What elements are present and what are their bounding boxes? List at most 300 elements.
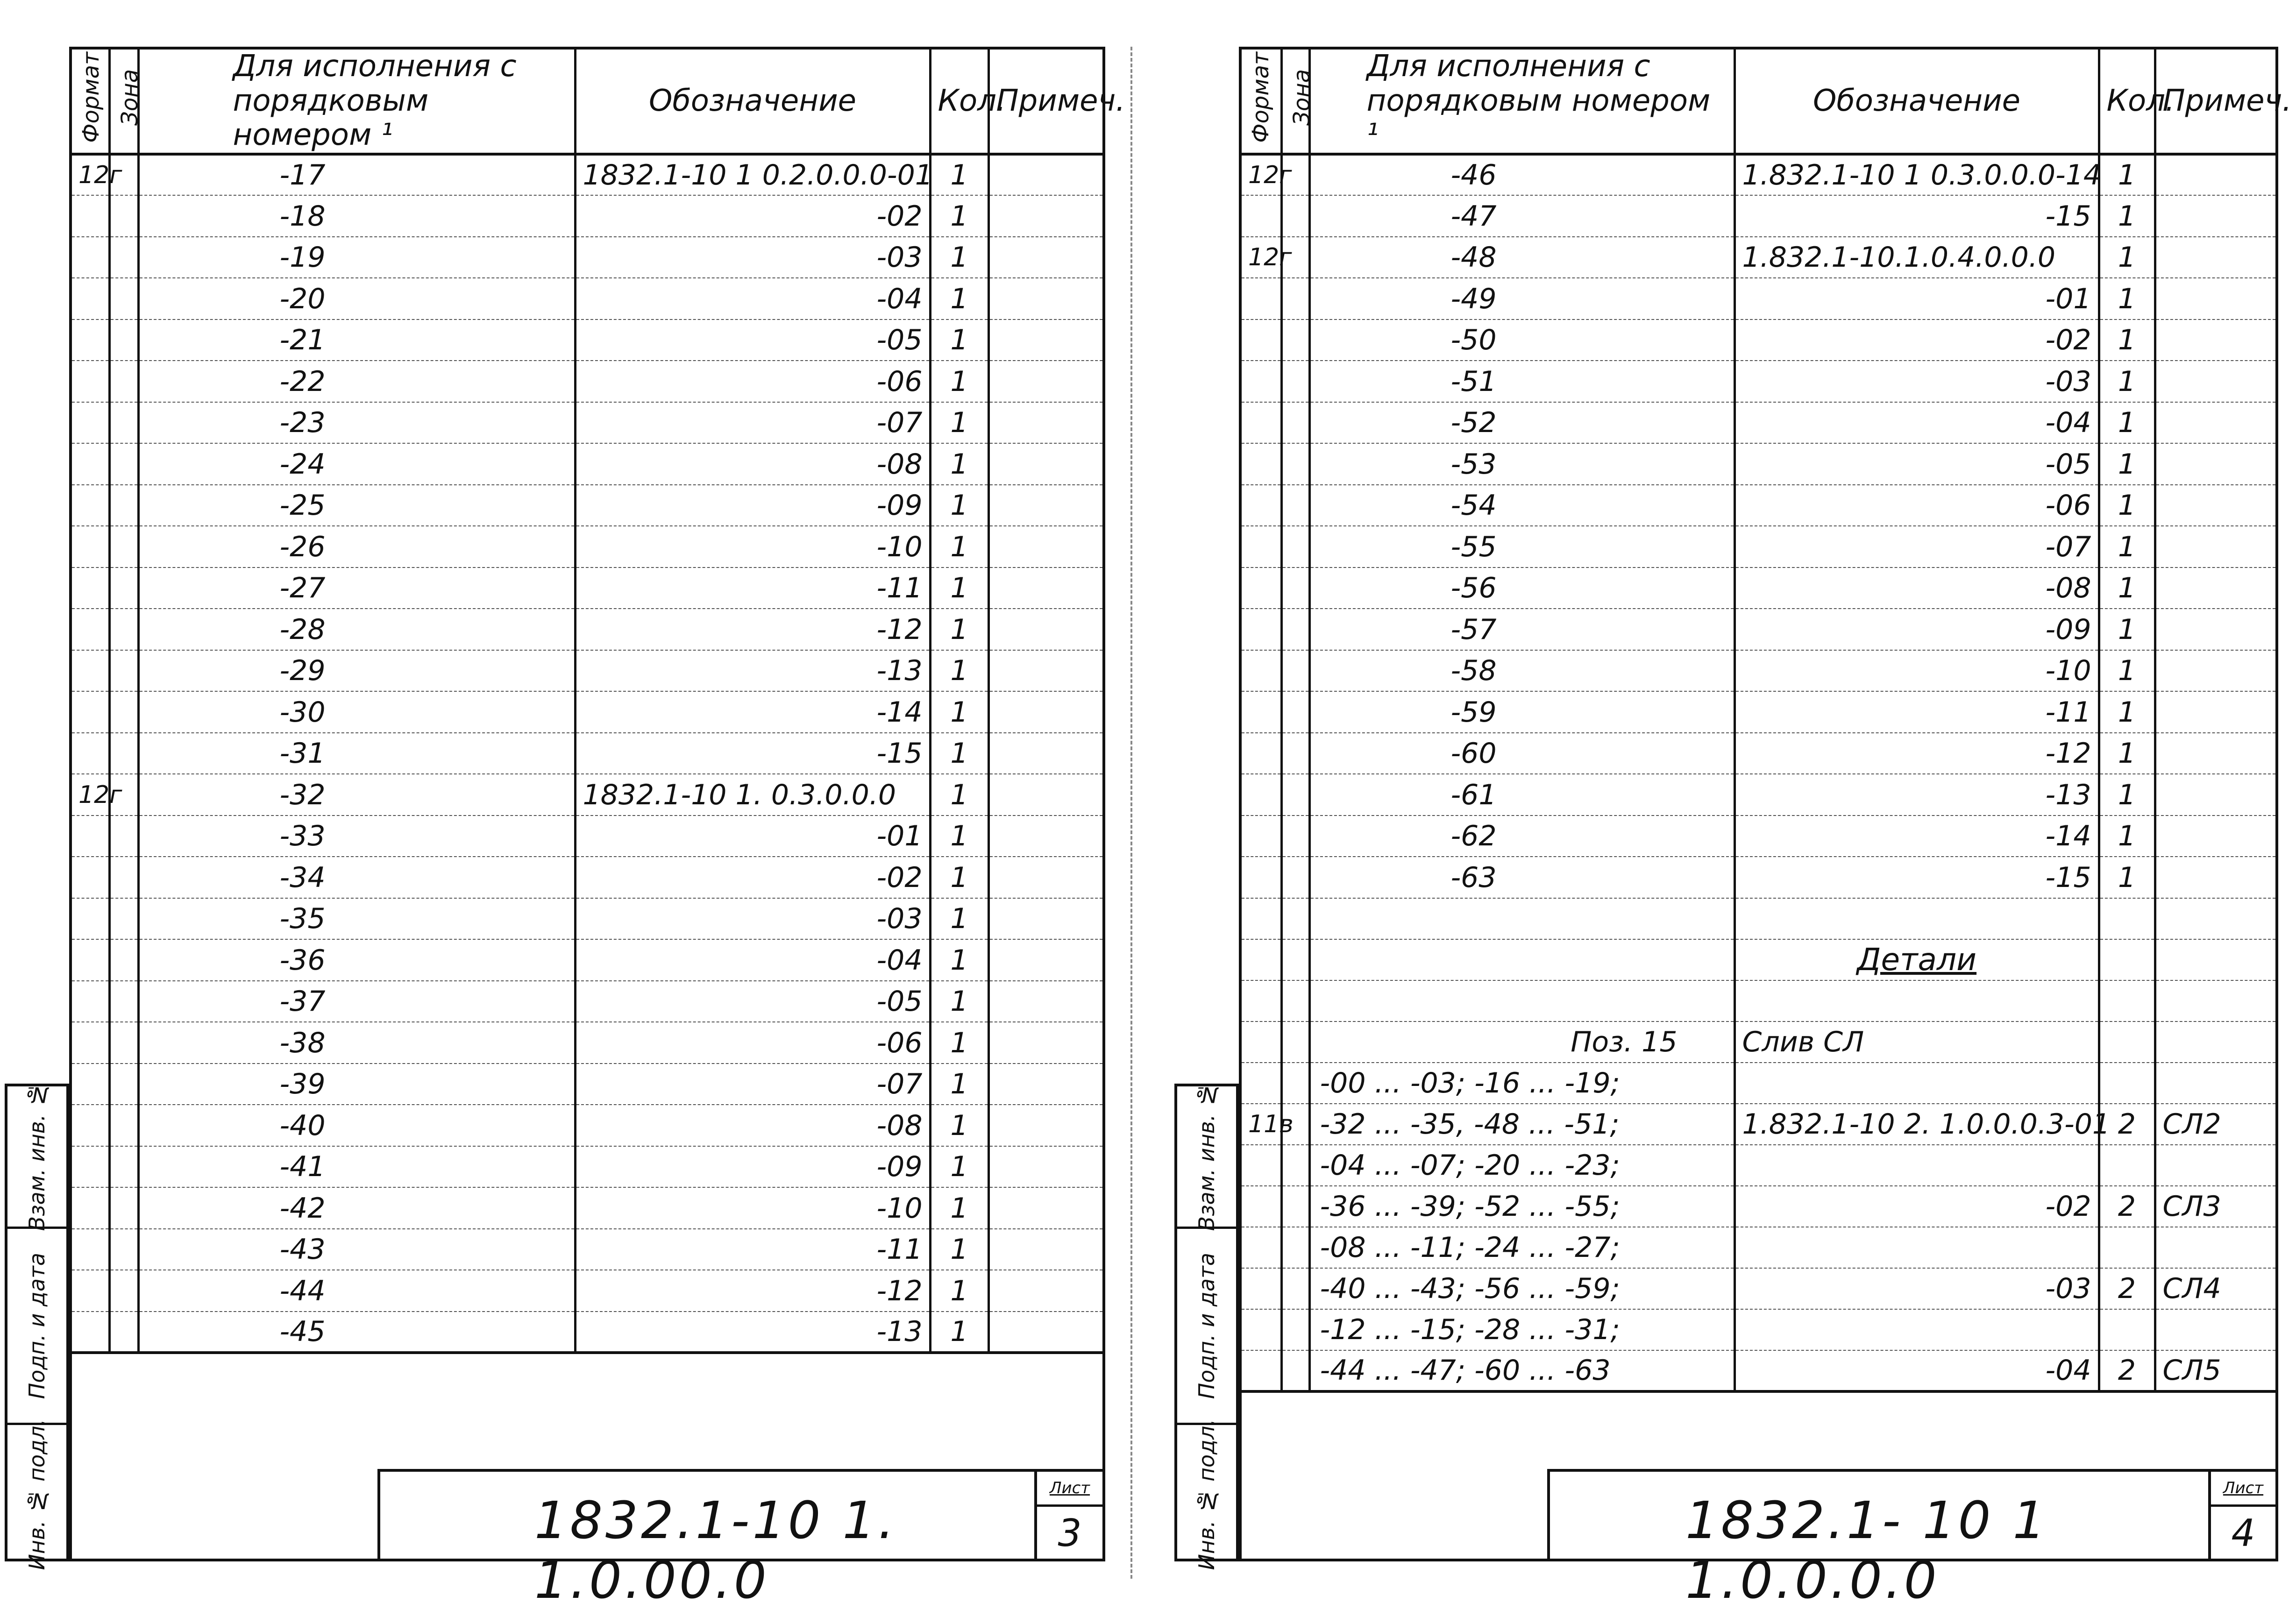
table-row — [72, 319, 1102, 361]
designation-cell: -09 — [575, 1146, 930, 1188]
designation-cell: -07 — [575, 1064, 930, 1105]
zone-cell — [109, 567, 138, 609]
format-cell — [72, 319, 109, 361]
note-cell — [2155, 1227, 2275, 1268]
note-cell — [2155, 443, 2275, 485]
version-cell: -30 — [138, 691, 575, 733]
designation-cell: -09 — [1734, 609, 2099, 650]
side-cell-inv-original: Инв. № подл. — [1177, 1423, 1236, 1564]
designation-cell: 1832.1-10 1. 0.3.0.0.0 — [575, 774, 930, 816]
note-cell — [2155, 361, 2275, 402]
format-cell — [1242, 691, 1281, 733]
version-cell: -51 — [1309, 361, 1734, 402]
designation-cell: -08 — [1734, 567, 2099, 609]
note-cell — [2155, 526, 2275, 567]
version-cell: -28 — [138, 609, 575, 650]
format-cell: 12г — [72, 774, 109, 816]
zone-cell — [109, 1187, 138, 1229]
format-cell — [1242, 361, 1281, 402]
version-cell: -18 — [138, 195, 575, 237]
qty-cell: 1 — [930, 237, 988, 278]
detail-row — [1242, 1227, 2275, 1268]
note-cell — [988, 1229, 1102, 1270]
designation-cell: -02 — [1734, 1186, 2099, 1227]
detail-row — [1242, 1268, 2275, 1309]
table-row — [72, 278, 1102, 319]
format-cell — [72, 526, 109, 567]
zone-cell — [1281, 857, 1309, 898]
zone-cell — [109, 1270, 138, 1312]
zone-cell — [1281, 1350, 1309, 1391]
table-row — [72, 526, 1102, 567]
designation-cell: -15 — [575, 733, 930, 774]
designation-cell: -12 — [1734, 733, 2099, 774]
zone-cell — [1281, 1268, 1309, 1309]
page-divider — [1130, 47, 1132, 1579]
note-cell: СЛ3 — [2155, 1186, 2275, 1227]
table-row — [72, 443, 1102, 485]
qty-cell: 1 — [2099, 691, 2155, 733]
zone-cell — [109, 816, 138, 857]
format-cell — [72, 1105, 109, 1146]
note-cell — [988, 857, 1102, 898]
note-cell — [988, 1064, 1102, 1105]
version-cell: -17 — [138, 154, 575, 196]
qty-cell: 1 — [2099, 774, 2155, 816]
side-cell-sign-date: Подп. и дата — [7, 1227, 66, 1423]
section-title-details: Детали — [1734, 939, 2099, 980]
format-cell — [72, 402, 109, 444]
designation-cell: -10 — [575, 526, 930, 567]
version-cell: -57 — [1309, 609, 1734, 650]
header-format: Формат — [1242, 50, 1281, 154]
table-row — [72, 609, 1102, 650]
format-cell — [1242, 443, 1281, 485]
table-row — [1242, 898, 2275, 939]
format-cell — [1242, 774, 1281, 816]
designation-cell: -03 — [1734, 361, 2099, 402]
version-cell: -50 — [1309, 319, 1734, 361]
version-cell: -36 — [138, 939, 575, 981]
table-row — [1242, 402, 2275, 444]
version-cell: -26 — [138, 526, 575, 567]
qty-cell: 1 — [2099, 443, 2155, 485]
note-cell — [988, 361, 1102, 402]
note-cell — [2155, 609, 2275, 650]
zone-cell — [1281, 567, 1309, 609]
note-cell — [988, 1312, 1102, 1353]
format-cell — [1242, 278, 1281, 319]
table-row — [72, 981, 1102, 1022]
version-cell: -56 — [1309, 567, 1734, 609]
qty-cell: 1 — [930, 733, 988, 774]
designation-cell: -02 — [1734, 319, 2099, 361]
version-cell: -29 — [138, 650, 575, 692]
empty-cell — [1309, 939, 1734, 980]
zone-cell — [109, 981, 138, 1022]
version-cell: -22 — [138, 361, 575, 402]
version-range-cell: -32 ... -35, -48 ... -51; — [1309, 1104, 1734, 1145]
qty-cell: 1 — [930, 650, 988, 692]
designation-cell: -04 — [1734, 1350, 2099, 1391]
qty-cell: 1 — [930, 526, 988, 567]
qty-cell: 1 — [930, 1105, 988, 1146]
table-row — [72, 237, 1102, 278]
zone-cell — [1281, 1186, 1309, 1227]
designation-cell: -05 — [575, 319, 930, 361]
qty-cell — [2099, 1227, 2155, 1268]
qty-cell: 1 — [2099, 195, 2155, 237]
header-note: Примеч. — [2155, 50, 2275, 154]
qty-cell: 1 — [930, 898, 988, 940]
note-cell — [988, 816, 1102, 857]
table-row — [72, 691, 1102, 733]
right-title-block — [1547, 1469, 2278, 1610]
qty-cell: 1 — [930, 1064, 988, 1105]
qty-cell: 1 — [930, 319, 988, 361]
empty-cell — [1281, 980, 1309, 1021]
version-cell: -39 — [138, 1064, 575, 1105]
zone-cell — [109, 278, 138, 319]
side-cell-replace-inv: Взам. инв. № — [1194, 1082, 1219, 1231]
header-format: Формат — [72, 50, 109, 154]
designation-cell: -05 — [1734, 443, 2099, 485]
empty-cell — [2155, 1021, 2275, 1063]
format-cell — [72, 1312, 109, 1353]
qty-cell: 1 — [2099, 567, 2155, 609]
note-cell — [988, 774, 1102, 816]
designation-cell: 1.832.1-10.1.0.4.0.0.0 — [1734, 237, 2099, 278]
qty-cell: 1 — [2099, 154, 2155, 196]
format-cell — [1242, 1227, 1281, 1268]
left-title-block — [377, 1469, 1105, 1610]
version-cell: -45 — [138, 1312, 575, 1353]
header-qty: Кол. — [930, 50, 988, 154]
designation-cell: -11 — [1734, 691, 2099, 733]
version-range-cell: -04 ... -07; -20 ... -23; — [1309, 1145, 1734, 1186]
table-row — [72, 1146, 1102, 1188]
format-cell — [1242, 1145, 1281, 1186]
note-cell — [988, 567, 1102, 609]
note-cell: СЛ2 — [2155, 1104, 2275, 1145]
version-cell: -19 — [138, 237, 575, 278]
designation-cell: -07 — [1734, 526, 2099, 567]
version-cell: -41 — [138, 1146, 575, 1188]
designation-cell: 1.832.1-10 1 0.3.0.0.0-14 — [1734, 154, 2099, 196]
format-cell — [72, 443, 109, 485]
version-cell: -37 — [138, 981, 575, 1022]
designation-cell: -04 — [1734, 402, 2099, 444]
header-version: Для исполнения с порядковым номером ¹ — [1309, 50, 1734, 154]
format-cell — [1242, 526, 1281, 567]
table-row — [72, 1022, 1102, 1064]
version-range-cell: -40 ... -43; -56 ... -59; — [1309, 1268, 1734, 1309]
designation-cell: -07 — [575, 402, 930, 444]
qty-cell: 1 — [2099, 237, 2155, 278]
side-cell-sign-date: Подп. и дата — [1177, 1227, 1236, 1423]
designation-cell: -13 — [1734, 774, 2099, 816]
format-cell — [1242, 402, 1281, 444]
designation-cell: -02 — [575, 195, 930, 237]
designation-cell: -01 — [575, 816, 930, 857]
empty-cell — [2099, 939, 2155, 980]
zone-cell — [109, 402, 138, 444]
detail-row — [1242, 1104, 2275, 1145]
right-spec-table — [1242, 49, 2292, 1489]
designation-cell: -01 — [1734, 278, 2099, 319]
version-cell: -54 — [1309, 485, 1734, 526]
version-cell: -34 — [138, 857, 575, 898]
version-cell: -43 — [138, 1229, 575, 1270]
qty-cell: 1 — [2099, 526, 2155, 567]
table-row — [1242, 567, 2275, 609]
format-cell — [72, 609, 109, 650]
zone-cell — [109, 443, 138, 485]
empty-cell — [1309, 980, 1734, 1021]
detail-row — [1242, 1309, 2275, 1350]
note-cell — [988, 733, 1102, 774]
qty-cell: 1 — [930, 939, 988, 981]
detail-row — [1242, 1350, 2275, 1391]
empty-cell — [2099, 980, 2155, 1021]
version-cell: -42 — [138, 1187, 575, 1229]
designation-cell: -09 — [575, 485, 930, 526]
empty-cell — [2099, 1021, 2155, 1063]
note-cell — [2155, 1145, 2275, 1186]
note-cell — [2155, 733, 2275, 774]
version-cell: -40 — [138, 1105, 575, 1146]
version-cell: -21 — [138, 319, 575, 361]
note-cell — [988, 1187, 1102, 1229]
note-cell — [2155, 650, 2275, 692]
table-row — [72, 567, 1102, 609]
format-cell — [72, 485, 109, 526]
note-cell — [2155, 567, 2275, 609]
format-cell — [1242, 567, 1281, 609]
designation-cell: -13 — [575, 650, 930, 692]
zone-cell — [109, 361, 138, 402]
empty-cell — [1309, 898, 1734, 939]
table-row — [72, 939, 1102, 981]
note-cell — [2155, 154, 2275, 196]
qty-cell: 1 — [930, 609, 988, 650]
left-side-strip — [5, 1082, 69, 1570]
table-row — [72, 485, 1102, 526]
detail-row — [1242, 1186, 2275, 1227]
note-cell — [2155, 237, 2275, 278]
table-row — [72, 402, 1102, 444]
zone-cell — [109, 857, 138, 898]
version-cell: -33 — [138, 816, 575, 857]
table-row — [1242, 361, 2275, 402]
qty-cell: 1 — [930, 567, 988, 609]
position-name: Слив СЛ — [1734, 1021, 2099, 1063]
note-cell — [988, 526, 1102, 567]
version-cell: -61 — [1309, 774, 1734, 816]
right-sheet-number: 4 — [2231, 1511, 2255, 1555]
zone-cell — [1281, 774, 1309, 816]
qty-cell — [2099, 1145, 2155, 1186]
designation-cell: -08 — [575, 1105, 930, 1146]
version-cell: -55 — [1309, 526, 1734, 567]
version-cell: -24 — [138, 443, 575, 485]
zone-cell — [109, 650, 138, 692]
empty-cell — [1281, 939, 1309, 980]
table-row — [1242, 609, 2275, 650]
format-cell: 12г — [1242, 154, 1281, 196]
designation-cell: -12 — [575, 609, 930, 650]
format-cell — [1242, 319, 1281, 361]
header-designation: Обозначение — [575, 50, 930, 154]
version-cell: -63 — [1309, 857, 1734, 898]
empty-cell — [2155, 898, 2275, 939]
qty-cell: 1 — [930, 691, 988, 733]
table-row — [1242, 485, 2275, 526]
detail-row — [1242, 1063, 2275, 1104]
version-cell: -23 — [138, 402, 575, 444]
note-cell — [988, 195, 1102, 237]
note-cell — [2155, 278, 2275, 319]
designation-cell: -15 — [1734, 195, 2099, 237]
qty-cell: 1 — [930, 195, 988, 237]
version-range-cell: -44 ... -47; -60 ... -63 — [1309, 1350, 1734, 1391]
designation-cell: -03 — [575, 237, 930, 278]
format-cell — [72, 1022, 109, 1064]
designation-cell: -03 — [575, 898, 930, 940]
qty-cell: 1 — [2099, 857, 2155, 898]
zone-cell — [1281, 1309, 1309, 1350]
designation-cell — [1734, 1227, 2099, 1268]
designation-cell: -14 — [575, 691, 930, 733]
designation-cell: -06 — [575, 361, 930, 402]
zone-cell — [1281, 816, 1309, 857]
left-sheet — [0, 0, 1130, 1610]
note-cell — [2155, 774, 2275, 816]
header-zone: Зона — [1281, 50, 1309, 154]
designation-cell — [1734, 1309, 2099, 1350]
zone-cell — [109, 1064, 138, 1105]
format-cell — [72, 650, 109, 692]
qty-cell — [2099, 1309, 2155, 1350]
zone-cell — [1281, 361, 1309, 402]
table-row — [1242, 980, 2275, 1021]
designation-cell: -13 — [575, 1312, 930, 1353]
qty-cell: 1 — [930, 857, 988, 898]
version-cell: -25 — [138, 485, 575, 526]
designation-cell: -10 — [1734, 650, 2099, 692]
table-row — [1242, 857, 2275, 898]
note-cell — [988, 898, 1102, 940]
format-cell — [72, 816, 109, 857]
format-cell — [72, 1270, 109, 1312]
version-cell: -60 — [1309, 733, 1734, 774]
designation-cell: -03 — [1734, 1268, 2099, 1309]
qty-cell: 1 — [930, 154, 988, 196]
right-side-strip — [1174, 1082, 1239, 1570]
right-document-code: 1832.1- 10 1 1.0.0.0.0 — [1685, 1490, 2048, 1610]
version-cell: -48 — [1309, 237, 1734, 278]
empty-cell — [2155, 980, 2275, 1021]
format-cell — [1242, 485, 1281, 526]
table-row — [72, 733, 1102, 774]
zone-cell — [1281, 319, 1309, 361]
designation-cell: -10 — [575, 1187, 930, 1229]
table-row — [72, 1270, 1102, 1312]
format-cell — [1242, 1268, 1281, 1309]
format-cell — [72, 567, 109, 609]
note-cell — [988, 691, 1102, 733]
version-range-cell: -00 ... -03; -16 ... -19; — [1309, 1063, 1734, 1104]
table-row — [1242, 650, 2275, 692]
left-sheet-label: Лист — [1037, 1472, 1102, 1507]
zone-cell — [1281, 733, 1309, 774]
zone-cell — [1281, 402, 1309, 444]
format-cell — [72, 237, 109, 278]
table-row — [72, 154, 1102, 196]
format-cell — [72, 981, 109, 1022]
zone-cell — [109, 691, 138, 733]
empty-cell — [1242, 1021, 1281, 1063]
table-row — [72, 195, 1102, 237]
format-cell — [72, 733, 109, 774]
version-cell: -32 — [138, 774, 575, 816]
qty-cell: 1 — [930, 443, 988, 485]
empty-cell — [1242, 980, 1281, 1021]
zone-cell — [109, 526, 138, 567]
designation-cell: -11 — [575, 567, 930, 609]
zone-cell — [1281, 195, 1309, 237]
header-designation: Обозначение — [1734, 50, 2099, 154]
version-range-cell: -08 ... -11; -24 ... -27; — [1309, 1227, 1734, 1268]
designation-cell: -11 — [575, 1229, 930, 1270]
designation-cell: -06 — [575, 1022, 930, 1064]
note-cell — [988, 402, 1102, 444]
zone-cell — [109, 1229, 138, 1270]
zone-cell — [109, 485, 138, 526]
header-version: Для исполнения с порядковым номером ¹ — [138, 50, 575, 154]
zone-cell — [1281, 609, 1309, 650]
designation-cell: -08 — [575, 443, 930, 485]
designation-cell: -14 — [1734, 816, 2099, 857]
qty-cell: 1 — [2099, 650, 2155, 692]
format-cell — [72, 857, 109, 898]
version-cell: -27 — [138, 567, 575, 609]
table-row — [1242, 237, 2275, 278]
qty-cell: 2 — [2099, 1268, 2155, 1309]
qty-cell: 2 — [2099, 1350, 2155, 1391]
table-row — [72, 816, 1102, 857]
zone-cell — [109, 609, 138, 650]
designation-cell: -06 — [1734, 485, 2099, 526]
empty-cell — [1281, 1021, 1309, 1063]
version-cell: -49 — [1309, 278, 1734, 319]
zone-cell — [109, 1105, 138, 1146]
right-sheet — [1140, 0, 2296, 1610]
format-cell — [72, 1229, 109, 1270]
note-cell — [2155, 1063, 2275, 1104]
qty-cell: 1 — [930, 816, 988, 857]
detail-row — [1242, 1145, 2275, 1186]
table-row — [72, 361, 1102, 402]
version-range-cell: -36 ... -39; -52 ... -55; — [1309, 1186, 1734, 1227]
qty-cell: 1 — [2099, 733, 2155, 774]
left-spec-table — [72, 49, 1125, 1544]
header-qty: Кол. — [2099, 50, 2155, 154]
version-cell: -35 — [138, 898, 575, 940]
side-cell-inv-original: Инв. № подл. — [7, 1423, 66, 1564]
table-row — [1242, 443, 2275, 485]
note-cell — [988, 278, 1102, 319]
